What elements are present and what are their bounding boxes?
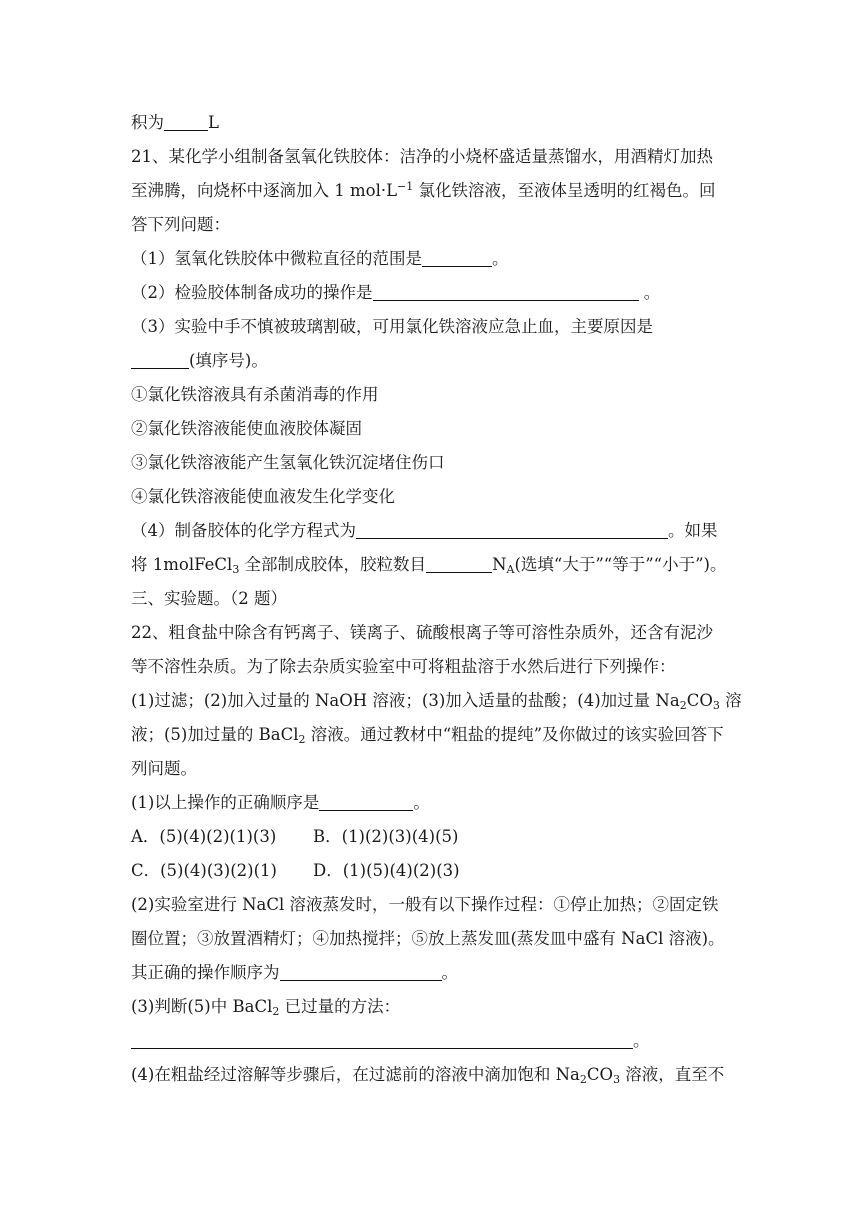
answer-blank	[131, 1032, 633, 1049]
question-22-line-4: 液；(5)加过量的 BaCl$_2$ 溶液。通过教材中“粗盐的提纯”及你做过的该实验回答下	[131, 725, 724, 746]
question-22-line-3: (1)过滤；(2)加入过量的 NaOH 溶液；(3)加入适量的盐酸；(4)加过量 $Na_2CO_3$ 溶	[131, 691, 742, 712]
answer-blank	[319, 794, 413, 811]
choice-d: D．(1)(5)(4)(2)(3)	[313, 861, 460, 880]
question-21-part-3-cont: (填序号)。	[131, 350, 780, 372]
question-22-part-3-answer: 。	[131, 1030, 780, 1052]
question-22-part-2-end: 其正确的操作顺序为 。	[131, 963, 458, 982]
answer-blank	[356, 522, 668, 539]
question-21-part-3: （3）实验中手不慎被玻璃割破，可用氯化铁溶液应急止血，主要原因是	[131, 317, 653, 336]
option-1: ①氯化铁溶液具有杀菌消毒的作用	[131, 385, 379, 404]
answer-blank	[373, 284, 639, 301]
answer-blank	[422, 250, 492, 267]
question-22-line-1: 22、粗食盐中除含有钙离子、镁离子、硫酸根离子等可溶性杂质外，还含有泥沙	[131, 623, 713, 642]
choices-row-1	[131, 826, 780, 848]
answer-blank	[131, 352, 189, 369]
question-21-part-4: （4）制备胶体的化学方程式为 。如果	[131, 521, 718, 540]
question-21-line-1: 21、某化学小组制备氢氧化铁胶体：洁净的小烧杯盛适量蒸馏水，用酒精灯加热	[131, 147, 713, 166]
section-heading: 三、实验题。（2 题）	[131, 589, 287, 608]
question-22-part-2: (2)实验室进行 NaCl 溶液蒸发时，一般有以下操作过程：①停止加热；②固定铁	[131, 895, 719, 914]
question-22-line-2: 等不溶性杂质。为了除去杂质实验室中可将粗盐溶于水然后进行下列操作：	[131, 657, 676, 676]
question-21-line-3: 答下列问题：	[131, 215, 230, 234]
question-21-part-4-cont: 将 1molFeCl$_3$ 全部制成胶体，胶粒数目 $N_A$(选填“大于”“等于”“小于”)。	[131, 555, 727, 576]
option-2: ②氯化铁溶液能使血液胶体凝固	[131, 419, 362, 438]
choice-c: C．(5)(4)(3)(2)(1)	[131, 861, 277, 880]
question-21-part-1: （1）氢氧化铁胶体中微粒直径的范围是 。	[131, 249, 509, 268]
line-volume: 积为 L	[131, 113, 219, 132]
question-22-part-1: (1)以上操作的正确顺序是 。	[131, 793, 430, 812]
answer-blank	[164, 114, 208, 131]
question-22-part-4: (4)在粗盐经过溶解等步骤后，在过滤前的溶液中滴加饱和 $Na_2CO_3$ 溶液，直至不	[131, 1065, 725, 1086]
choice-a: A．(5)(4)(2)(1)(3)	[131, 827, 277, 846]
answer-blank	[426, 556, 492, 573]
option-3: ③氯化铁溶液能产生氢氧化铁沉淀堵住伤口	[131, 453, 445, 472]
question-21-part-2: （2）检验胶体制备成功的操作是 。	[131, 283, 661, 302]
question-22-part-3: (3)判断(5)中 BaCl$_2$ 已过量的方法：	[131, 997, 401, 1018]
question-22-line-5: 列问题。	[131, 759, 197, 778]
question-21-line-2: 至沸腾，向烧杯中逐滴加入 1 $mol\cdot L^{-1}$ 氯化铁溶液，至液体呈透明的红褐色。回	[131, 180, 716, 200]
choices-row-2	[131, 860, 780, 882]
option-4: ④氯化铁溶液能使血液发生化学变化	[131, 487, 395, 506]
choice-b: B．(1)(2)(3)(4)(5)	[313, 827, 459, 846]
answer-blank	[280, 964, 442, 981]
question-22-part-2-cont: 圈位置；③放置酒精灯；④加热搅拌；⑤放上蒸发皿(蒸发皿中盛有 NaCl 溶液)。	[131, 929, 725, 948]
